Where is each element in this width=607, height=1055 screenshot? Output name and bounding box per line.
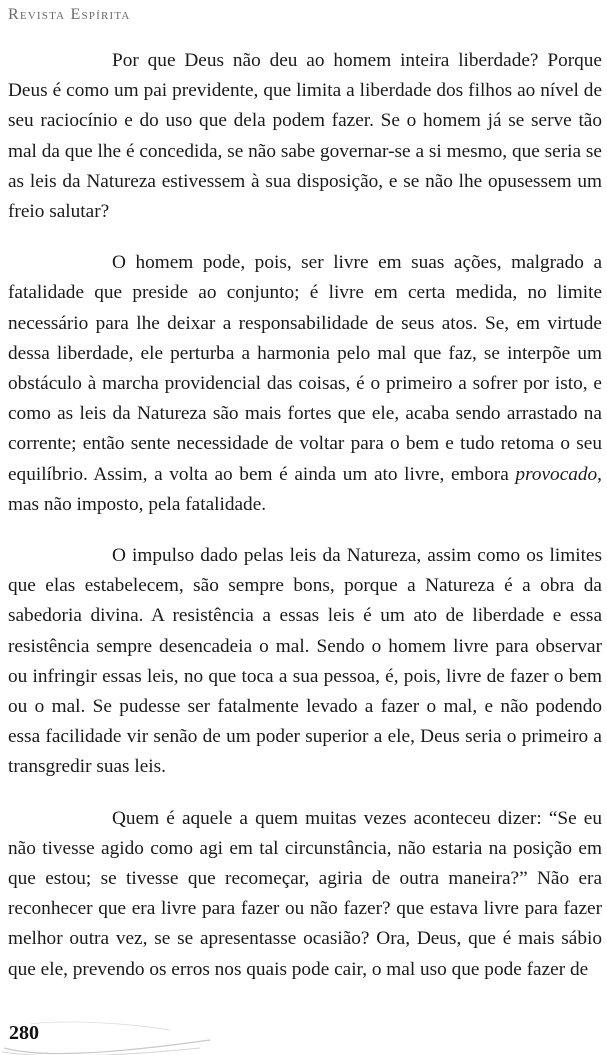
paragraph-2-text-start: O homem pode, pois, ser livre em suas ações, malgrado a fatalidade que preside ao conjunto; é livre em certa medida, no limite necessário para lhe deixar a responsabilidade de seus atos. Se, em virtude dessa liberdade, ele perturba a harmonia pelo mal que faz, se interpõe um obstáculo à marcha providencial das coisas, é o primeiro a sofrer por isto, e como as leis da Natureza são mais fortes que ele, acaba sendo arrastado na corrente; então sente necessidade de voltar para o bem e tudo retoma o seu equilíbrio. Assim, a volta ao bem é ainda um ato livre, embora: [8, 252, 602, 485]
page-body: [8, 46, 602, 1006]
paragraph-2-emphasis: provocado: [515, 463, 598, 485]
paragraph-2: [8, 248, 602, 520]
paragraph-3: O impulso dado pelas leis da Natureza, assim como os limites que elas estabelecem, são sempre bons, porque a Natureza é a obra da sabedoria divina. A resistência a essas leis é um ato de liberdade e essa resistência sempre desencadeia o mal. Sendo o homem livre para observar ou infringir essas leis, no que toca a sua pessoa, é, pois, livre de fazer o bem ou o mal. Se pudesse ser fatalmente levado a fazer o mal, e não podendo essa facilidade vir senão de um poder superior a ele, Deus seria o primeiro a transgredir suas leis.: [8, 545, 602, 778]
paragraph-4: Quem é aquele a quem muitas vezes aconteceu dizer: “Se eu não tivesse agido como agi em tal circunstância, não estaria na posição em que estou; se tivesse que recomeçar, agiria de outra maneira?” Não era reconhecer que era livre para fazer ou não fazer? que estava livre para fazer melhor outra vez, se se apresentasse ocasião? Ora, Deus, que é mais sábio que ele, prevendo os erros nos quais pode cair, o mal uso que pode fazer de: [8, 807, 602, 980]
paragraph-1: Por que Deus não deu ao homem inteira liberdade? Porque Deus é como um pai previdente, que limita a liberdade dos filhos ao nível de seu raciocínio e do uso que dela podem fazer. Se o homem já se serve tão mal da que lhe é concedida, se não sabe governar-se a si mesmo, que seria se as leis da Natureza estivessem à sua disposição, e se não lhe opusessem um freio salutar?: [8, 50, 602, 223]
running-header: Revista Espírita: [8, 6, 131, 23]
paragraph-2-text-end: , mas não imposto, pela fatalidade.: [8, 463, 602, 515]
page-footer: [0, 1018, 607, 1055]
page-number: 280: [9, 1022, 39, 1044]
